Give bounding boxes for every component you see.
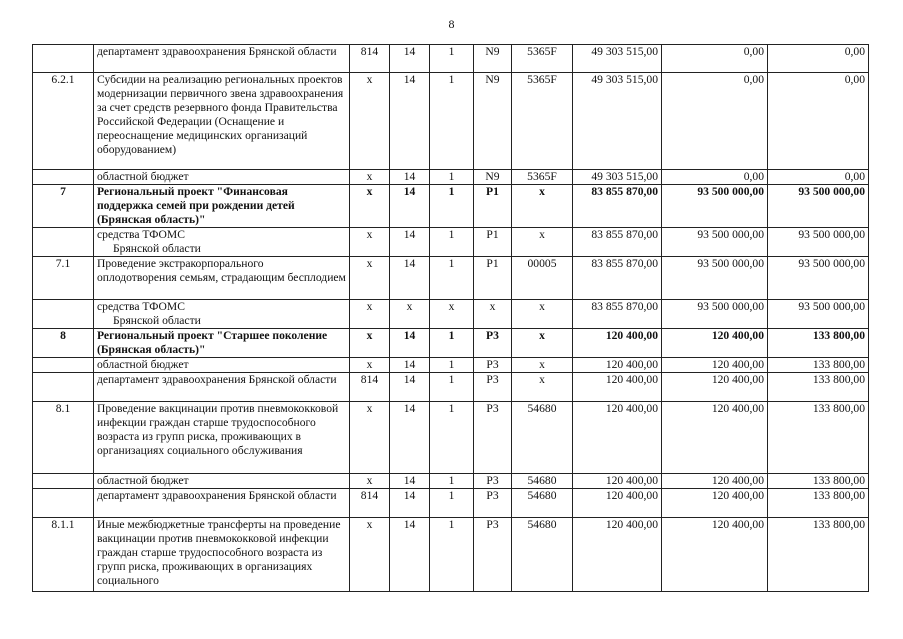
amount-year1-cell: 83 855 870,00 <box>573 300 662 329</box>
code-subsection-cell: 1 <box>430 73 474 170</box>
amount-year2-cell: 120 400,00 <box>662 489 768 518</box>
code-section-cell: 14 <box>390 474 430 489</box>
code-subsection-cell: 1 <box>430 228 474 257</box>
code-subsection-cell: 1 <box>430 45 474 73</box>
amount-year3-cell: 93 500 000,00 <box>768 257 869 300</box>
code-ministry-cell: x <box>350 300 390 329</box>
row-number-cell <box>33 170 94 185</box>
item-name-cell: Региональный проект "Старшее поколение (Брянская область)" <box>94 329 350 358</box>
code-project-cell: P1 <box>474 257 512 300</box>
amount-year1-cell: 120 400,00 <box>573 373 662 402</box>
code-ministry-cell: x <box>350 170 390 185</box>
amount-year3-cell: 133 800,00 <box>768 474 869 489</box>
code-direction-cell: x <box>512 329 573 358</box>
code-subsection-cell: 1 <box>430 489 474 518</box>
amount-year3-cell: 0,00 <box>768 73 869 170</box>
table-row <box>33 228 869 257</box>
code-ministry-cell: 814 <box>350 45 390 73</box>
amount-year3-cell: 133 800,00 <box>768 329 869 358</box>
code-direction-cell: x <box>512 300 573 329</box>
item-name-cell: областной бюджет <box>94 358 350 373</box>
code-ministry-cell: x <box>350 257 390 300</box>
amount-year1-cell: 120 400,00 <box>573 402 662 474</box>
amount-year3-cell: 133 800,00 <box>768 402 869 474</box>
code-section-cell: 14 <box>390 358 430 373</box>
amount-year3-cell: 133 800,00 <box>768 373 869 402</box>
code-direction-cell: 54680 <box>512 518 573 592</box>
code-project-cell: P1 <box>474 228 512 257</box>
code-subsection-cell: 1 <box>430 402 474 474</box>
code-direction-cell: x <box>512 358 573 373</box>
row-number-cell <box>33 373 94 402</box>
code-project-cell: P3 <box>474 489 512 518</box>
code-direction-cell: x <box>512 185 573 228</box>
amount-year2-cell: 120 400,00 <box>662 474 768 489</box>
item-name-line1: средства ТФОМС <box>97 300 185 313</box>
amount-year3-cell: 133 800,00 <box>768 489 869 518</box>
code-section-cell: 14 <box>390 73 430 170</box>
table-row <box>33 474 869 489</box>
code-project-cell: P3 <box>474 518 512 592</box>
amount-year2-cell: 93 500 000,00 <box>662 300 768 329</box>
amount-year1-cell: 83 855 870,00 <box>573 185 662 228</box>
table-row <box>33 358 869 373</box>
row-number-cell <box>33 228 94 257</box>
code-ministry-cell: x <box>350 402 390 474</box>
code-section-cell: 14 <box>390 489 430 518</box>
amount-year1-cell: 49 303 515,00 <box>573 73 662 170</box>
code-direction-cell: 54680 <box>512 489 573 518</box>
table-row <box>33 170 869 185</box>
row-number-cell: 8 <box>33 329 94 358</box>
item-name-cell: Проведение экстракорпорального оплодотворения семьям, страдающим бесплодием <box>94 257 350 300</box>
amount-year3-cell: 93 500 000,00 <box>768 228 869 257</box>
code-project-cell: P3 <box>474 474 512 489</box>
item-name-line2: Брянской области <box>113 242 201 255</box>
code-direction-cell: x <box>512 228 573 257</box>
table-row <box>33 257 869 300</box>
item-name-cell: областной бюджет <box>94 170 350 185</box>
code-section-cell: 14 <box>390 45 430 73</box>
table-row <box>33 45 869 73</box>
amount-year1-cell: 120 400,00 <box>573 474 662 489</box>
amount-year2-cell: 93 500 000,00 <box>662 257 768 300</box>
code-section-cell: 14 <box>390 170 430 185</box>
code-direction-cell: 5365F <box>512 170 573 185</box>
amount-year2-cell: 120 400,00 <box>662 518 768 592</box>
code-project-cell: N9 <box>474 45 512 73</box>
code-project-cell: P1 <box>474 185 512 228</box>
code-subsection-cell: 1 <box>430 373 474 402</box>
table-row <box>33 300 869 329</box>
code-ministry-cell: x <box>350 228 390 257</box>
code-subsection-cell: 1 <box>430 329 474 358</box>
amount-year2-cell: 0,00 <box>662 45 768 73</box>
row-number-cell <box>33 489 94 518</box>
code-project-cell: P3 <box>474 402 512 474</box>
code-direction-cell: 5365F <box>512 73 573 170</box>
code-section-cell: 14 <box>390 518 430 592</box>
amount-year1-cell: 120 400,00 <box>573 329 662 358</box>
budget-table <box>32 44 869 592</box>
item-name-cell <box>94 300 350 329</box>
row-number-cell: 7 <box>33 185 94 228</box>
code-subsection-cell: 1 <box>430 170 474 185</box>
code-project-cell: N9 <box>474 73 512 170</box>
item-name-cell: Иные межбюджетные трансферты на проведение вакцинации против пневмококковой инфекции граждан старше трудоспособного возраста из групп риска, проживающих в организациях социального <box>94 518 350 592</box>
row-number-cell <box>33 300 94 329</box>
code-subsection-cell: 1 <box>430 518 474 592</box>
code-project-cell: N9 <box>474 170 512 185</box>
code-ministry-cell: x <box>350 185 390 228</box>
amount-year3-cell: 133 800,00 <box>768 518 869 592</box>
row-number-cell: 7.1 <box>33 257 94 300</box>
table-row <box>33 73 869 170</box>
item-name-cell: департамент здравоохранения Брянской области <box>94 489 350 518</box>
code-direction-cell: 5365F <box>512 45 573 73</box>
code-section-cell: 14 <box>390 402 430 474</box>
amount-year3-cell: 0,00 <box>768 170 869 185</box>
item-name-cell: Проведение вакцинации против пневмококковой инфекции граждан старше трудоспособного возраста из групп риска, проживающих в организациях социального обслуживания <box>94 402 350 474</box>
table-row <box>33 518 869 592</box>
amount-year2-cell: 93 500 000,00 <box>662 228 768 257</box>
code-ministry-cell: 814 <box>350 373 390 402</box>
item-name-cell: Региональный проект "Финансовая поддержка семей при рождении детей (Брянская область)" <box>94 185 350 228</box>
code-direction-cell: 00005 <box>512 257 573 300</box>
code-ministry-cell: 814 <box>350 489 390 518</box>
table-row <box>33 185 869 228</box>
code-project-cell: P3 <box>474 358 512 373</box>
code-section-cell: x <box>390 300 430 329</box>
row-number-cell <box>33 358 94 373</box>
amount-year3-cell: 0,00 <box>768 45 869 73</box>
code-section-cell: 14 <box>390 373 430 402</box>
code-section-cell: 14 <box>390 228 430 257</box>
code-subsection-cell: x <box>430 300 474 329</box>
amount-year2-cell: 0,00 <box>662 73 768 170</box>
row-number-cell <box>33 45 94 73</box>
code-ministry-cell: x <box>350 358 390 373</box>
amount-year2-cell: 93 500 000,00 <box>662 185 768 228</box>
code-project-cell: P3 <box>474 373 512 402</box>
page-number: 8 <box>448 17 455 31</box>
code-subsection-cell: 1 <box>430 185 474 228</box>
code-direction-cell: 54680 <box>512 402 573 474</box>
amount-year2-cell: 120 400,00 <box>662 358 768 373</box>
item-name-cell: департамент здравоохранения Брянской области <box>94 45 350 73</box>
table-row <box>33 489 869 518</box>
code-subsection-cell: 1 <box>430 257 474 300</box>
code-subsection-cell: 1 <box>430 474 474 489</box>
amount-year1-cell: 49 303 515,00 <box>573 170 662 185</box>
code-project-cell: P3 <box>474 329 512 358</box>
row-number-cell: 8.1.1 <box>33 518 94 592</box>
code-direction-cell: 54680 <box>512 474 573 489</box>
item-name-line2: Брянской области <box>113 314 201 327</box>
code-section-cell: 14 <box>390 257 430 300</box>
item-name-cell <box>94 228 350 257</box>
code-ministry-cell: x <box>350 474 390 489</box>
amount-year2-cell: 120 400,00 <box>662 402 768 474</box>
code-ministry-cell: x <box>350 518 390 592</box>
amount-year1-cell: 49 303 515,00 <box>573 45 662 73</box>
amount-year1-cell: 120 400,00 <box>573 489 662 518</box>
code-section-cell: 14 <box>390 185 430 228</box>
table-row <box>33 402 869 474</box>
item-name-line1: средства ТФОМС <box>97 228 185 241</box>
amount-year3-cell: 93 500 000,00 <box>768 300 869 329</box>
table-body <box>33 45 869 592</box>
code-direction-cell: x <box>512 373 573 402</box>
code-section-cell: 14 <box>390 329 430 358</box>
amount-year2-cell: 120 400,00 <box>662 373 768 402</box>
code-project-cell: x <box>474 300 512 329</box>
item-name-cell: департамент здравоохранения Брянской области <box>94 373 350 402</box>
amount-year1-cell: 120 400,00 <box>573 358 662 373</box>
code-ministry-cell: x <box>350 329 390 358</box>
code-ministry-cell: x <box>350 73 390 170</box>
amount-year1-cell: 120 400,00 <box>573 518 662 592</box>
row-number-cell <box>33 474 94 489</box>
table-row <box>33 373 869 402</box>
amount-year3-cell: 93 500 000,00 <box>768 185 869 228</box>
amount-year2-cell: 120 400,00 <box>662 329 768 358</box>
table-row <box>33 329 869 358</box>
amount-year2-cell: 0,00 <box>662 170 768 185</box>
amount-year3-cell: 133 800,00 <box>768 358 869 373</box>
amount-year1-cell: 83 855 870,00 <box>573 228 662 257</box>
amount-year1-cell: 83 855 870,00 <box>573 257 662 300</box>
row-number-cell: 8.1 <box>33 402 94 474</box>
item-name-cell: Субсидии на реализацию региональных проектов модернизации первичного звена здравоохранения за счет средств резервного фонда Правительства Российской Федерации (Оснащение и переоснащение медицинских организаций оборудованием) <box>94 73 350 170</box>
row-number-cell: 6.2.1 <box>33 73 94 170</box>
item-name-cell: областной бюджет <box>94 474 350 489</box>
code-subsection-cell: 1 <box>430 358 474 373</box>
